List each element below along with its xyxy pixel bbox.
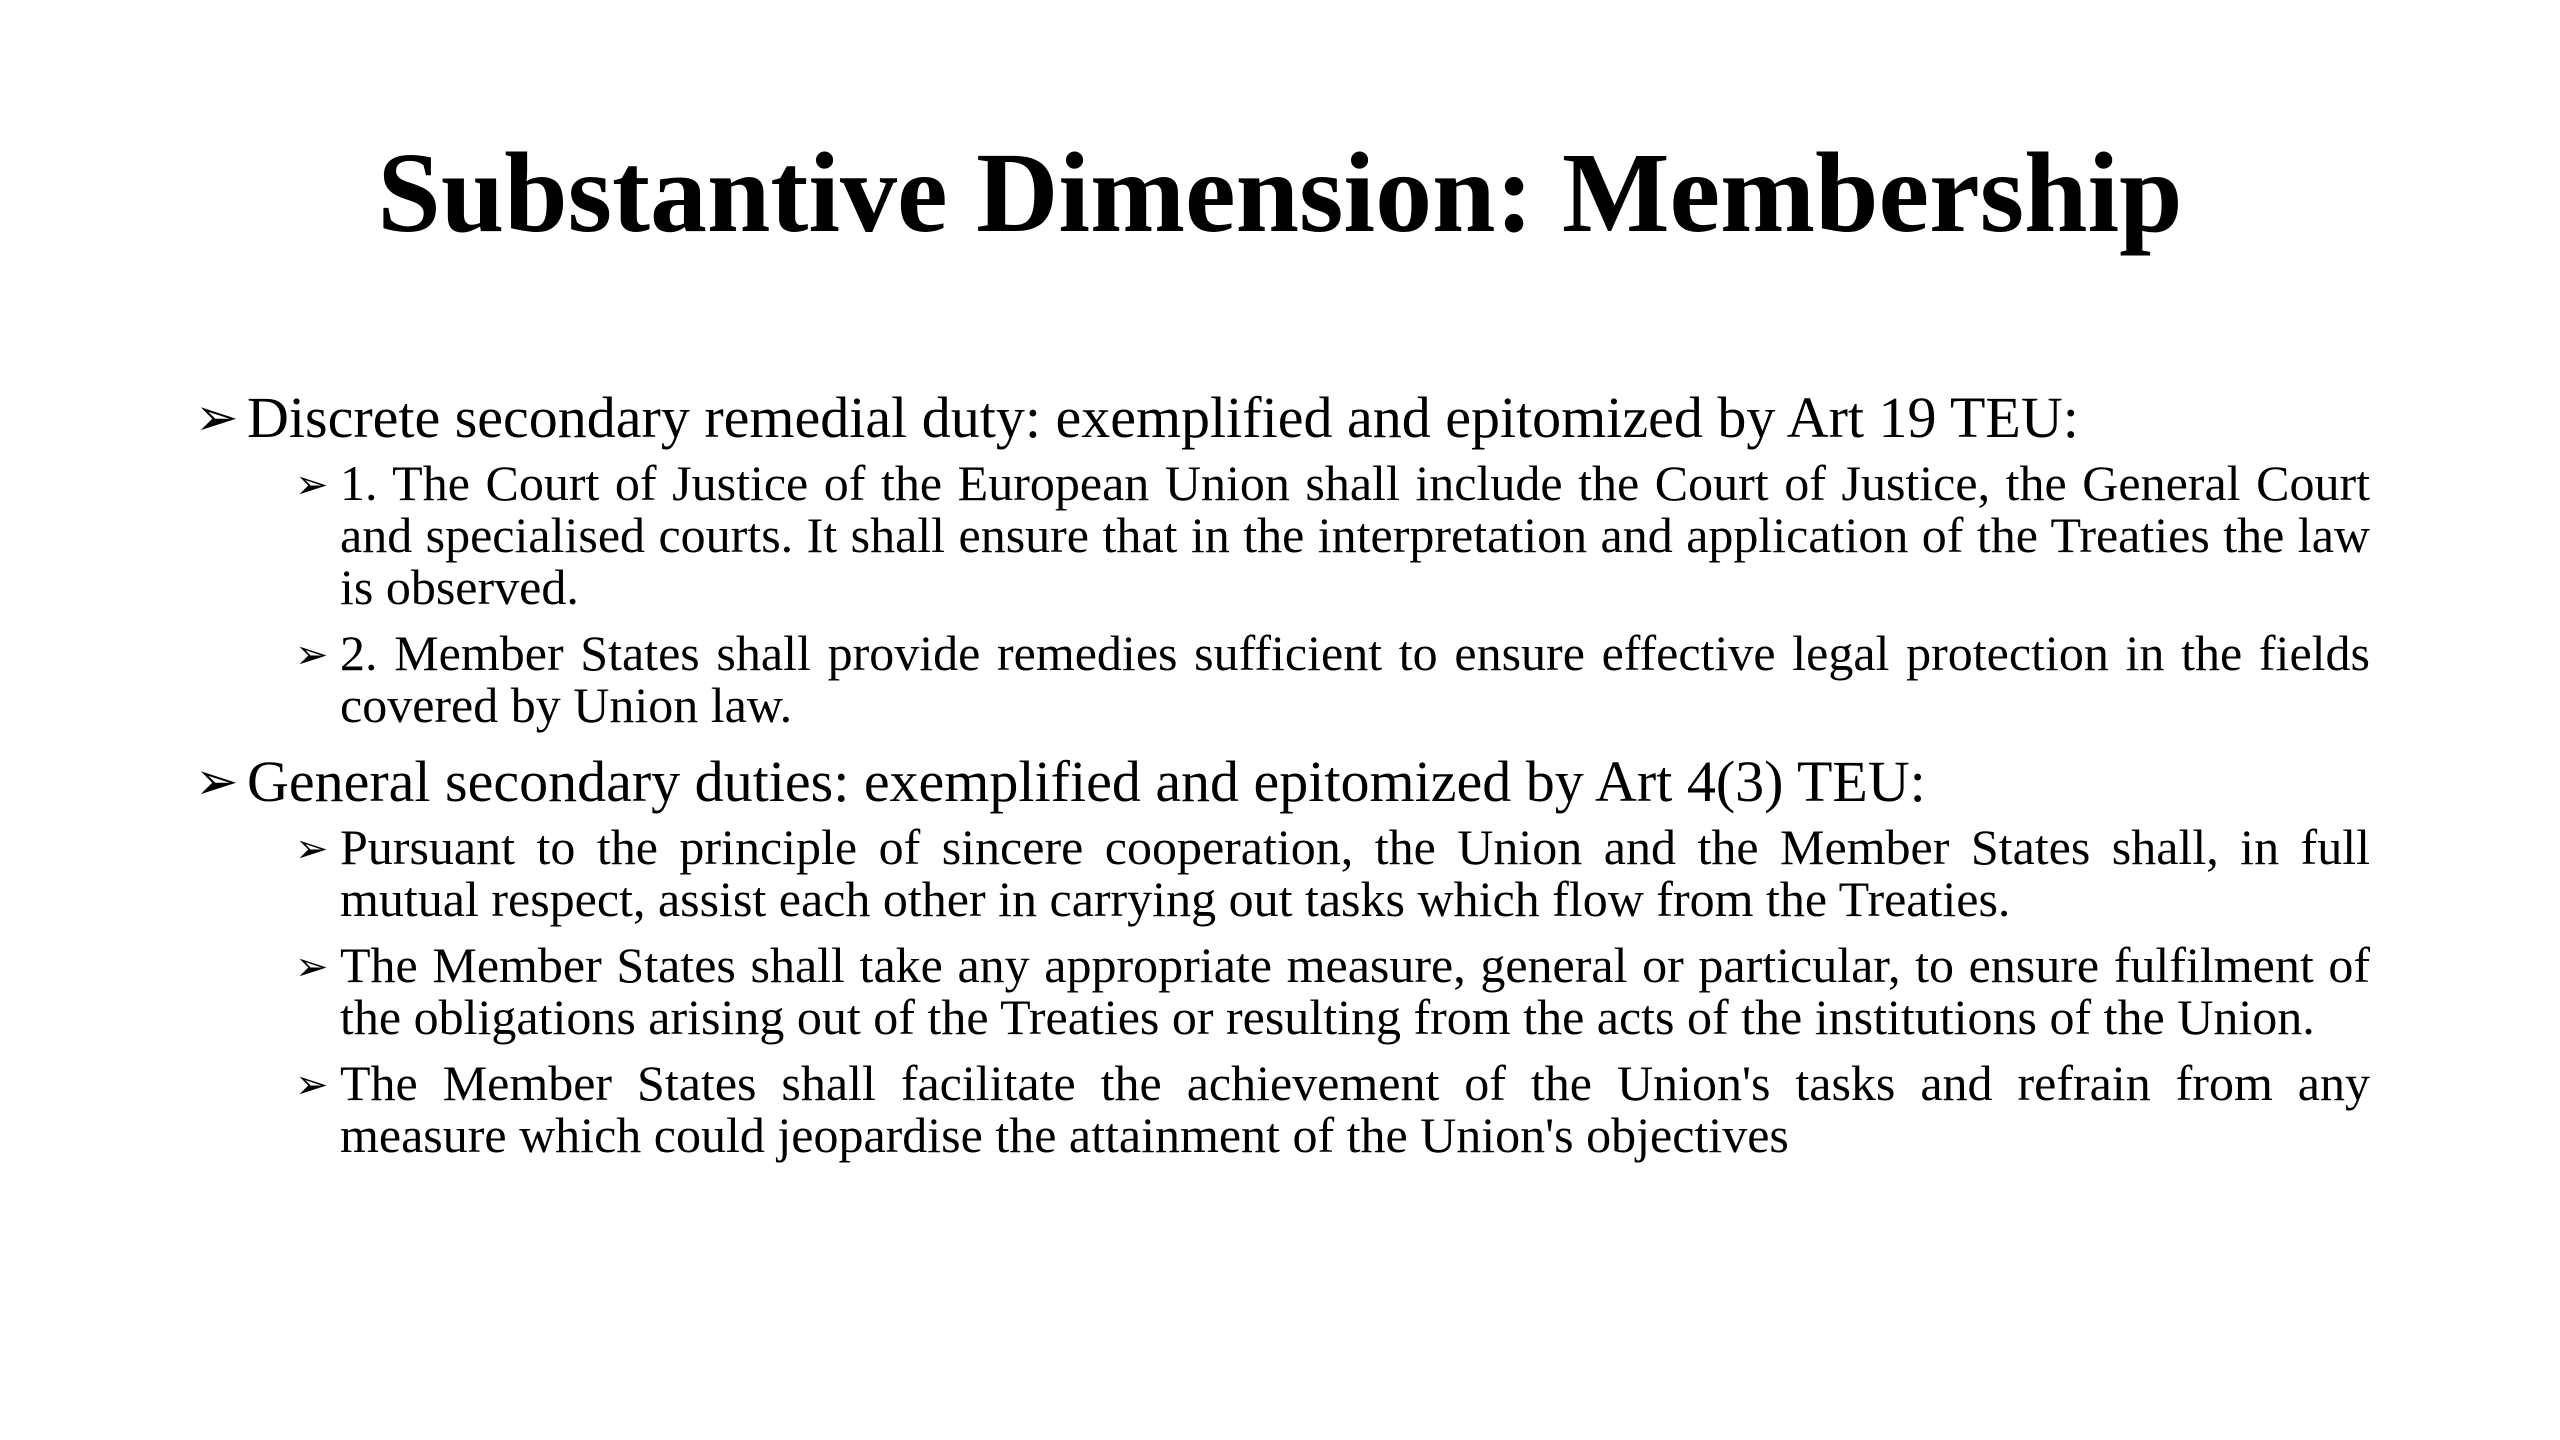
list-item [295,457,2370,613]
list-item [295,821,2370,925]
section-items [195,821,2370,1161]
section-items [195,457,2370,731]
slide-title: Substantive Dimension: Membership [377,129,2183,256]
list-item [295,627,2370,731]
section-heading-text: Discrete secondary remedial duty: exemplified and epitomized by Art 19 TEU: [247,385,2079,450]
list-item-text: 2. Member States shall provide remedies sufficient to ensure effective legal protection in the fields covered by Union law. [340,625,2370,733]
section-heading-text: General secondary duties: exemplified and epitomized by Art 4(3) TEU: [247,749,1926,814]
list-item [295,939,2370,1043]
arrow-bullet-icon: ➢ [195,388,239,448]
list-item-text: The Member States shall facilitate the achievement of the Union's tasks and refrain from any measure which could jeopardise the attainment of the Union's objectives [340,1055,2370,1163]
list-item-text: 1. The Court of Justice of the European Union shall include the Court of Justice, the General Court and specialised courts. It shall ensure that in the interpretation and application of the Treaties the law is observed. [340,455,2370,615]
arrow-bullet-icon: ➢ [295,462,329,508]
list-item [295,1057,2370,1161]
section-heading [195,749,2370,815]
arrow-bullet-icon: ➢ [295,1062,329,1108]
list-item-text: Pursuant to the principle of sincere cooperation, the Union and the Member States shall, in full mutual respect, assist each other in carrying out tasks which flow from the Treaties. [340,819,2370,927]
list-item-text: The Member States shall take any appropriate measure, general or particular, to ensure fulfilment of the obligations arising out of the Treaties or resulting from the acts of the institutions of the Union. [340,937,2370,1045]
arrow-bullet-icon: ➢ [295,944,329,990]
arrow-bullet-icon: ➢ [295,632,329,678]
arrow-bullet-icon: ➢ [195,752,239,812]
section-heading [195,385,2370,451]
slide-body [195,385,2370,1179]
arrow-bullet-icon: ➢ [295,826,329,872]
